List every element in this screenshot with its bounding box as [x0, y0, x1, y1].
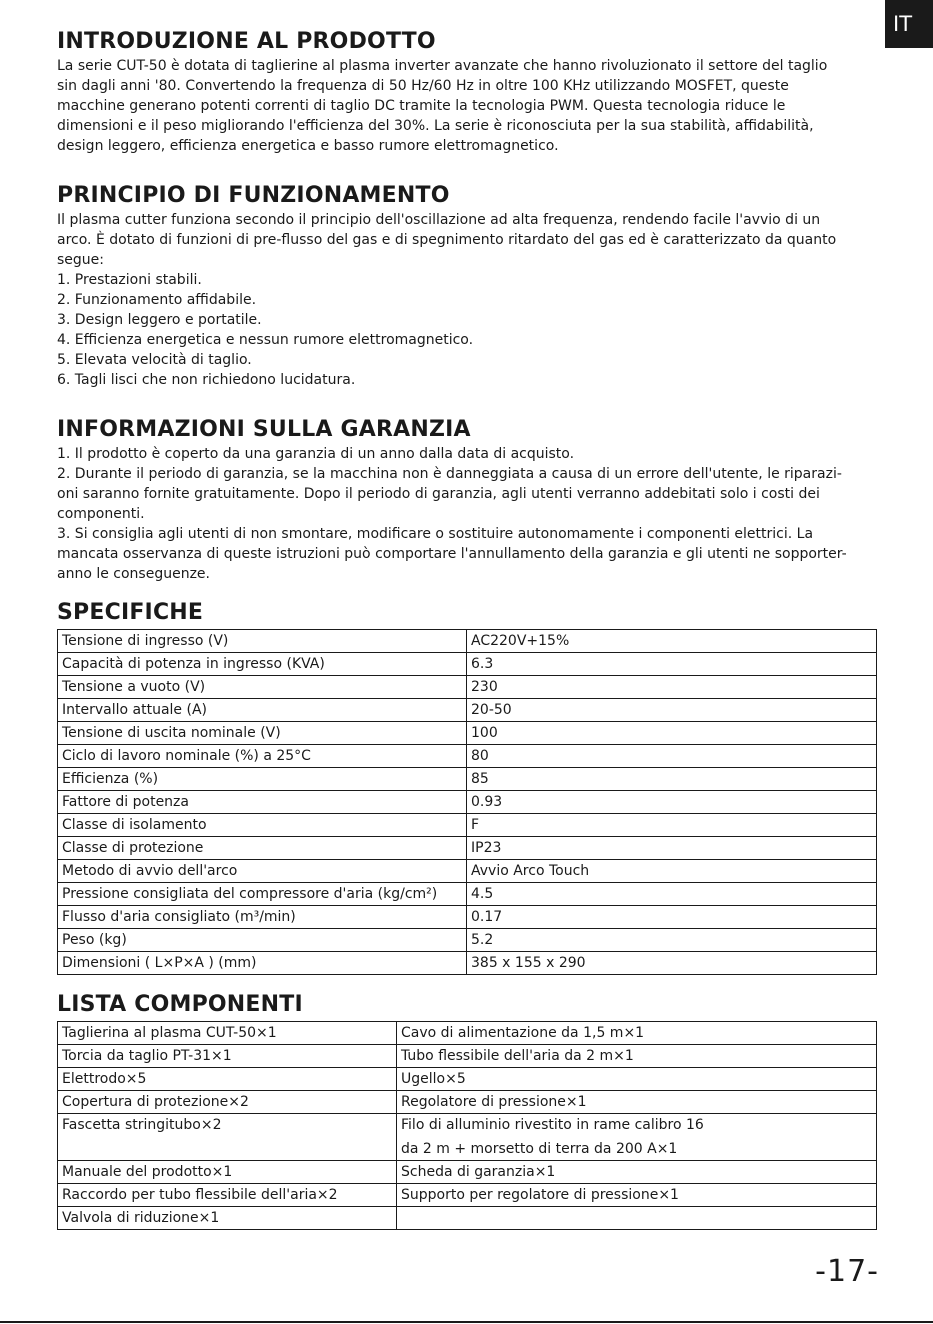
warranty-line: componenti. — [57, 506, 145, 522]
component-item — [397, 1114, 877, 1161]
spec-value: 0.93 — [467, 791, 877, 814]
spec-value: 80 — [467, 745, 877, 768]
spec-label: Intervallo attuale (A) — [58, 699, 467, 722]
component-item: Regolatore di pressione×1 — [397, 1091, 877, 1114]
warranty-body — [57, 444, 877, 584]
table-row — [58, 745, 877, 768]
spec-label: Tensione a vuoto (V) — [58, 676, 467, 699]
spec-label: Classe di protezione — [58, 837, 467, 860]
table-row — [58, 952, 877, 975]
table-row — [58, 1207, 877, 1230]
components-title: LISTA COMPONENTI — [57, 992, 303, 1017]
principle-title: PRINCIPIO DI FUNZIONAMENTO — [57, 183, 450, 208]
spec-value: F — [467, 814, 877, 837]
component-item: Elettrodo×5 — [58, 1068, 397, 1091]
principle-line: segue: — [57, 252, 104, 268]
table-row — [58, 1045, 877, 1068]
table-row — [58, 630, 877, 653]
spec-label: Ciclo di lavoro nominale (%) a 25°C — [58, 745, 467, 768]
spec-label: Peso (kg) — [58, 929, 467, 952]
bottom-divider — [0, 1321, 933, 1323]
section-intro — [57, 28, 877, 156]
component-item: Manuale del prodotto×1 — [58, 1161, 397, 1184]
spec-value: 385 x 155 x 290 — [467, 952, 877, 975]
warranty-line: 2. Durante il periodo di garanzia, se la macchina non è danneggiata a causa di un errore dell'utente, le riparazi- — [57, 466, 842, 482]
component-item: Supporto per regolatore di pressione×1 — [397, 1184, 877, 1207]
spec-value: 5.2 — [467, 929, 877, 952]
spec-label: Tensione di ingresso (V) — [58, 630, 467, 653]
intro-line: sin dagli anni '80. Convertendo la frequenza di 50 Hz/60 Hz in oltre 100 KHz utilizzando MOSFET, queste — [57, 78, 789, 94]
specs-title: SPECIFICHE — [57, 600, 204, 625]
component-item: Raccordo per tubo flessibile dell'aria×2 — [58, 1184, 397, 1207]
spec-value: 230 — [467, 676, 877, 699]
component-item — [397, 1207, 877, 1230]
spec-value: 85 — [467, 768, 877, 791]
component-item-line: Filo di alluminio rivestito in rame calibro 16 — [401, 1117, 704, 1133]
section-specs — [57, 599, 877, 975]
components-table — [57, 1021, 877, 1230]
spec-label: Metodo di avvio dell'arco — [58, 860, 467, 883]
page-number: -17- — [815, 1254, 879, 1289]
table-row — [58, 676, 877, 699]
spec-value: 20-50 — [467, 699, 877, 722]
intro-title: INTRODUZIONE AL PRODOTTO — [57, 29, 436, 54]
spec-label: Fattore di potenza — [58, 791, 467, 814]
principle-list-item: 1. Prestazioni stabili. — [57, 272, 202, 288]
table-row — [58, 768, 877, 791]
table-row — [58, 883, 877, 906]
table-row — [58, 653, 877, 676]
component-item: Scheda di garanzia×1 — [397, 1161, 877, 1184]
table-row — [58, 1068, 877, 1091]
table-row — [58, 791, 877, 814]
intro-line: dimensioni e il peso migliorando l'efficienza del 30%. La serie è riconosciuta per la sua stabilità, affidabilità, — [57, 118, 814, 134]
intro-line: La serie CUT-50 è dotata di taglierine al plasma inverter avanzate che hanno rivoluzionato il settore del taglio — [57, 58, 828, 74]
table-row — [58, 837, 877, 860]
spec-label: Dimensioni ( L×P×A ) (mm) — [58, 952, 467, 975]
spec-label: Capacità di potenza in ingresso (KVA) — [58, 653, 467, 676]
principle-line: arco. È dotato di funzioni di pre-flusso del gas e di spegnimento ritardato del gas ed è caratterizzato da quanto — [57, 232, 837, 248]
table-row — [58, 1022, 877, 1045]
principle-list-item: 6. Tagli lisci che non richiedono lucidatura. — [57, 372, 356, 388]
spec-value: 6.3 — [467, 653, 877, 676]
section-principle — [57, 182, 877, 390]
table-row — [58, 1161, 877, 1184]
component-item: Copertura di protezione×2 — [58, 1091, 397, 1114]
spec-label: Efficienza (%) — [58, 768, 467, 791]
intro-body — [57, 56, 877, 156]
page-content — [57, 28, 877, 1245]
warranty-title: INFORMAZIONI SULLA GARANZIA — [57, 417, 471, 442]
principle-line: Il plasma cutter funziona secondo il principio dell'oscillazione ad alta frequenza, rendendo facile l'avvio di un — [57, 212, 821, 228]
section-components — [57, 991, 877, 1230]
principle-body — [57, 210, 877, 390]
table-row — [58, 929, 877, 952]
spec-label: Classe di isolamento — [58, 814, 467, 837]
component-item: Valvola di riduzione×1 — [58, 1207, 397, 1230]
component-item-line: da 2 m + morsetto di terra da 200 A×1 — [401, 1141, 678, 1157]
warranty-line: 3. Si consiglia agli utenti di non smontare, modificare o sostituire autonomamente i componenti elettrici. La — [57, 526, 814, 542]
component-item: Tubo flessibile dell'aria da 2 m×1 — [397, 1045, 877, 1068]
intro-line: macchine generano potenti correnti di taglio DC tramite la tecnologia PWM. Questa tecnologia riduce le — [57, 98, 786, 114]
table-row — [58, 860, 877, 883]
table-row — [58, 1091, 877, 1114]
warranty-line: anno le conseguenze. — [57, 566, 210, 582]
specs-table — [57, 629, 877, 975]
language-tab: IT — [885, 0, 933, 48]
component-item: Fascetta stringitubo×2 — [58, 1114, 397, 1161]
spec-value: 100 — [467, 722, 877, 745]
warranty-line: oni saranno fornite gratuitamente. Dopo il periodo di garanzia, agli utenti verranno addebitati solo i costi dei — [57, 486, 820, 502]
table-row — [58, 814, 877, 837]
intro-line: design leggero, efficienza energetica e basso rumore elettromagnetico. — [57, 138, 559, 154]
principle-list-item: 5. Elevata velocità di taglio. — [57, 352, 252, 368]
component-item: Ugello×5 — [397, 1068, 877, 1091]
spec-value: 4.5 — [467, 883, 877, 906]
table-row — [58, 1184, 877, 1207]
component-item: Torcia da taglio PT-31×1 — [58, 1045, 397, 1068]
warranty-line: mancata osservanza di queste istruzioni può comportare l'annullamento della garanzia e gli utenti ne sopporter- — [57, 546, 847, 562]
table-row — [58, 906, 877, 929]
spec-value: AC220V+15% — [467, 630, 877, 653]
component-item: Taglierina al plasma CUT-50×1 — [58, 1022, 397, 1045]
spec-value: IP23 — [467, 837, 877, 860]
table-row — [58, 1114, 877, 1161]
spec-label: Tensione di uscita nominale (V) — [58, 722, 467, 745]
spec-value: Avvio Arco Touch — [467, 860, 877, 883]
table-row — [58, 699, 877, 722]
warranty-line: 1. Il prodotto è coperto da una garanzia di un anno dalla data di acquisto. — [57, 446, 575, 462]
table-row — [58, 722, 877, 745]
component-item: Cavo di alimentazione da 1,5 m×1 — [397, 1022, 877, 1045]
spec-label: Flusso d'aria consigliato (m³/min) — [58, 906, 467, 929]
principle-list-item: 4. Efficienza energetica e nessun rumore elettromagnetico. — [57, 332, 474, 348]
spec-label: Pressione consigliata del compressore d'aria (kg/cm²) — [58, 883, 467, 906]
principle-list-item: 2. Funzionamento affidabile. — [57, 292, 257, 308]
spec-value: 0.17 — [467, 906, 877, 929]
section-warranty — [57, 416, 877, 584]
principle-list-item: 3. Design leggero e portatile. — [57, 312, 262, 328]
